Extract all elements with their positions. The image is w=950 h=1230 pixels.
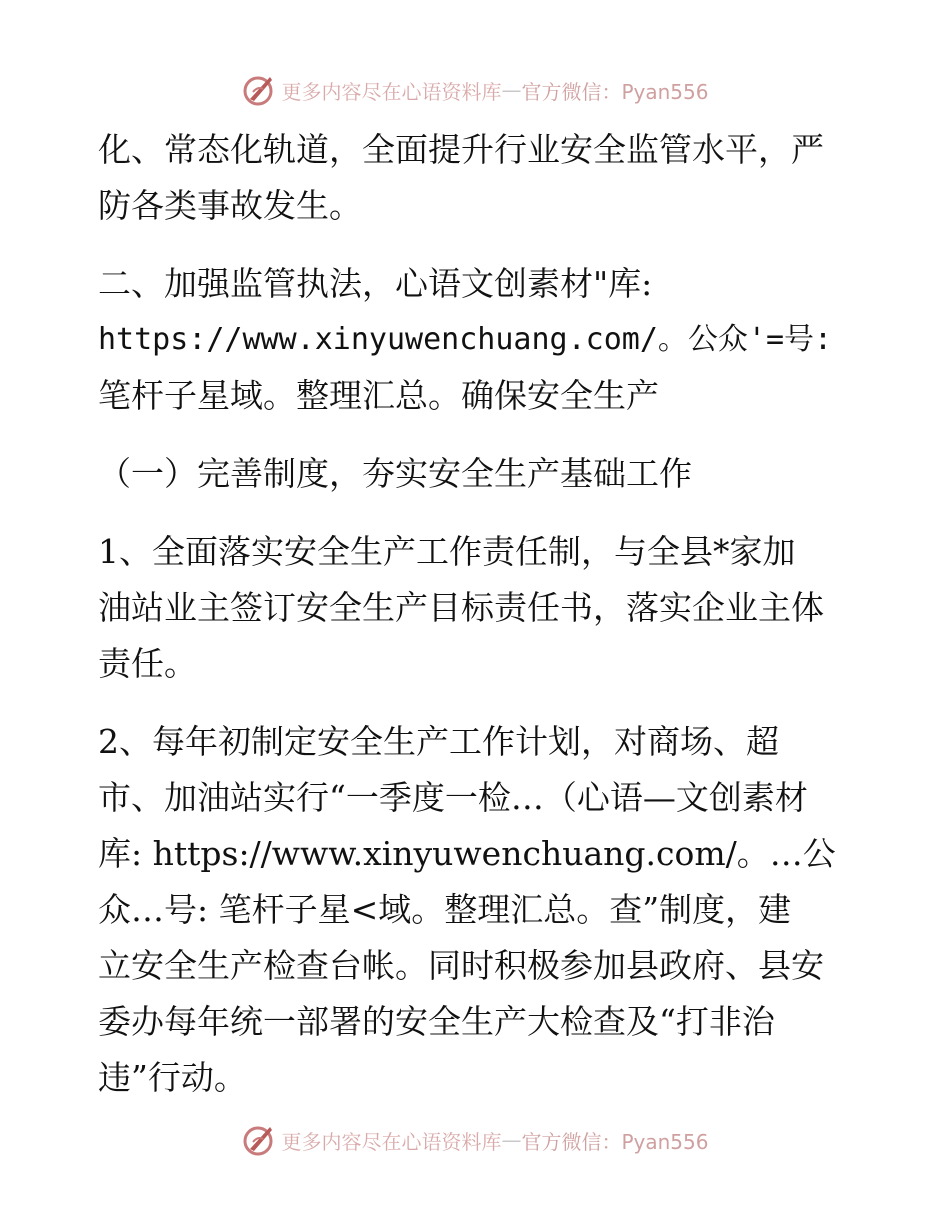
- watermark-separator: —: [501, 78, 522, 102]
- paragraph: [98, 122, 858, 234]
- document-body: [98, 122, 858, 1106]
- text-line: 1、全面落实安全生产工作责任制，与全县*家加: [98, 532, 796, 571]
- text-line: https://www.xinyuwenchuang.com/。公众'=号:: [98, 322, 833, 357]
- text-line: 化、常态化轨道，全面提升行业安全监管水平，严: [98, 130, 824, 169]
- quill-logo-icon: [241, 1122, 277, 1158]
- paragraph: [98, 714, 858, 1106]
- text-line: 库: https://www.xinyuwenchuang.com/。…公: [98, 834, 836, 873]
- text-line: 违”行动。: [98, 1058, 247, 1097]
- paragraph: [98, 446, 858, 502]
- footer-watermark: [0, 1120, 950, 1160]
- text-line: 油站业主签订安全生产目标责任书，落实企业主体: [98, 588, 824, 627]
- text-line: 2、每年初制定安全生产工作计划，对商场、超: [98, 722, 779, 761]
- text-line: 防各类事故发生。: [98, 186, 362, 225]
- section-heading: 二、加强监管执法，心语文创素材"库:: [98, 264, 653, 303]
- watermark-brand: 官方微信：Pyan556: [521, 1129, 709, 1154]
- text-line: 市、加油站实行“一季度一检…（心语—文创素材: [98, 778, 808, 817]
- subsection-heading: （一）完善制度，夯实安全生产基础工作: [98, 454, 692, 493]
- text-line: 笔杆子星域。整理汇总。确保安全生产: [98, 376, 659, 415]
- text-line: 责任。: [98, 644, 197, 683]
- watermark-text: 更多内容尽在心语资料库: [281, 79, 502, 104]
- text-line: 众…号: 笔杆子星<域。整理汇总。查”制度，建: [98, 890, 792, 929]
- watermark-brand: 官方微信：Pyan556: [521, 79, 709, 104]
- watermark-text: 更多内容尽在心语资料库: [281, 1129, 502, 1154]
- watermark-separator: —: [501, 1128, 522, 1152]
- paragraph: [98, 524, 858, 692]
- text-line: 立安全生产检查台帐。同时积极参加县政府、县安: [98, 946, 824, 985]
- paragraph: [98, 256, 858, 424]
- text-line: 委办每年统一部署的安全生产大检查及“打非治: [98, 1002, 775, 1041]
- header-watermark: [0, 70, 950, 110]
- quill-logo-icon: [241, 72, 277, 108]
